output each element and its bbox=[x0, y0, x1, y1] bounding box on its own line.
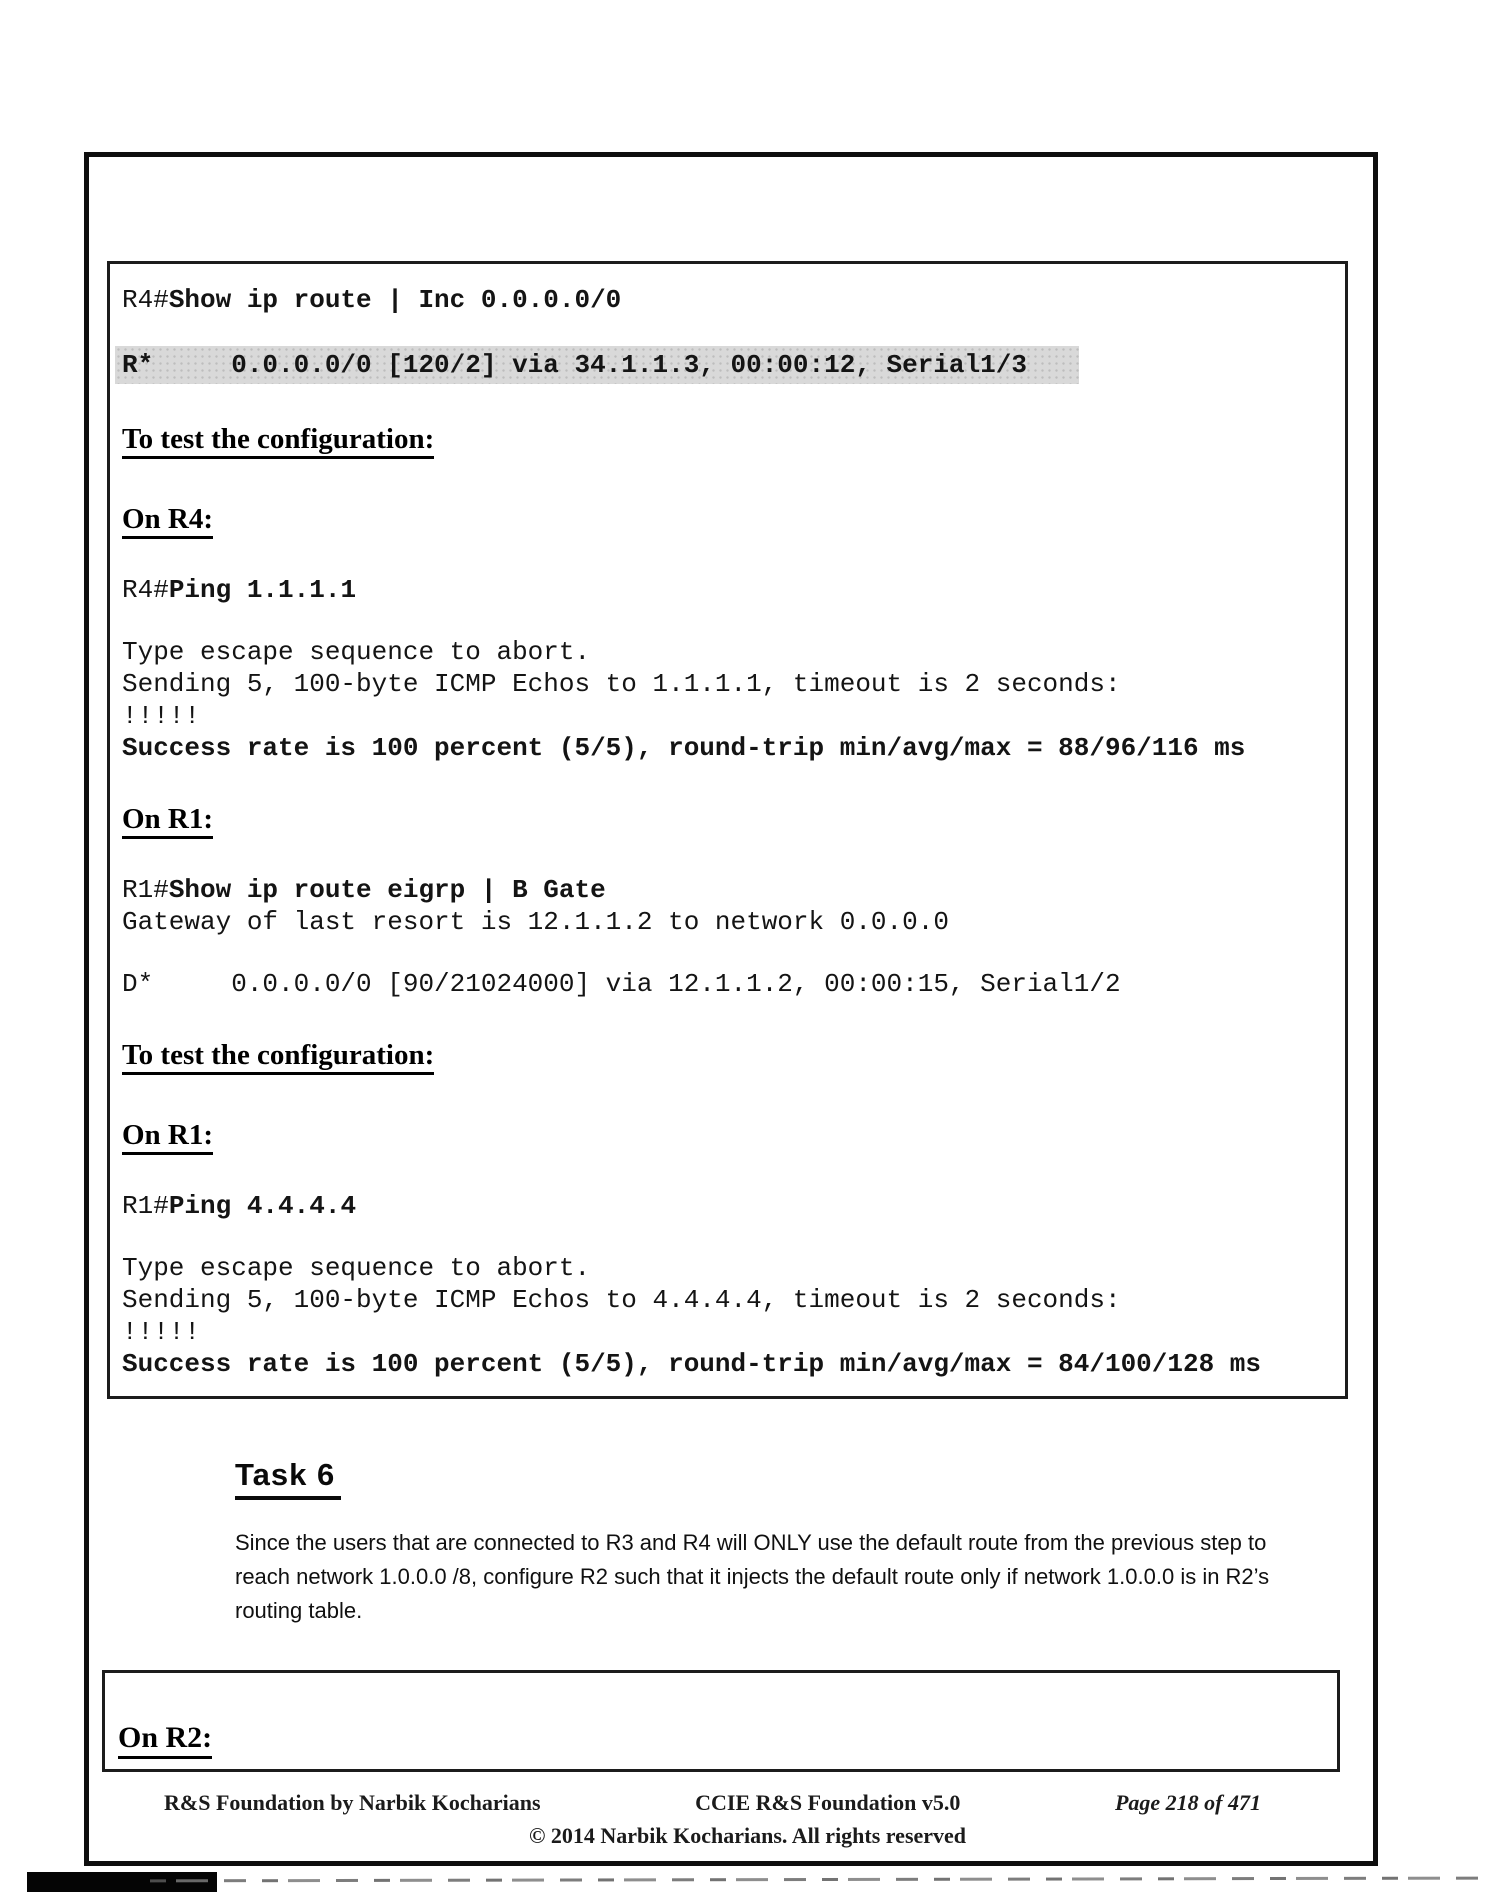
console-line-blank bbox=[122, 384, 1327, 414]
console-line-cmd bbox=[122, 284, 1327, 316]
on-r2-heading: On R2: bbox=[118, 1721, 212, 1759]
console-line-bold bbox=[122, 732, 1327, 764]
footer-copyright: © 2014 Narbik Kocharians. All rights reserved bbox=[528, 1823, 967, 1848]
console-output-text: Success rate is 100 percent (5/5), round-trip min/avg/max = 84/100/128 ms bbox=[122, 1349, 1261, 1379]
section-heading: On R1: bbox=[122, 803, 213, 839]
page-border bbox=[84, 152, 1378, 1866]
console-prompt: R4# bbox=[122, 575, 169, 605]
console-command: Show ip route | Inc 0.0.0.0/0 bbox=[168, 285, 622, 315]
section-heading: To test the configuration: bbox=[122, 423, 434, 459]
footer-book-title: CCIE R&S Foundation v5.0 bbox=[695, 1790, 961, 1815]
console-output-box bbox=[107, 261, 1348, 1399]
console-line-blank bbox=[122, 938, 1327, 968]
console-line-cmd bbox=[122, 1190, 1327, 1222]
console-line-cmd bbox=[122, 574, 1327, 606]
console-line-heading bbox=[122, 794, 1327, 844]
section-heading: On R4: bbox=[122, 503, 213, 539]
scan-artifact-line bbox=[150, 1877, 1492, 1883]
console-command: Ping 4.4.4.4 bbox=[168, 1191, 357, 1221]
console-output-text: !!!!! bbox=[122, 701, 201, 731]
on-r2-box bbox=[102, 1670, 1340, 1772]
section-heading: To test the configuration: bbox=[122, 1039, 434, 1075]
console-line-blank bbox=[122, 606, 1327, 636]
console-line-out bbox=[122, 668, 1327, 700]
console-line-blank bbox=[122, 544, 1327, 574]
console-output-text: Sending 5, 100-byte ICMP Echos to 1.1.1.1, timeout is 2 seconds: bbox=[122, 669, 1121, 699]
console-line-blank bbox=[122, 1000, 1327, 1030]
console-output-text: D* 0.0.0.0/0 [90/21024000] via 12.1.1.2, 00:00:15, Serial1/2 bbox=[122, 969, 1121, 999]
console-line-out bbox=[122, 1284, 1327, 1316]
task-description: Since the users that are connected to R3 and R4 will ONLY use the default route from the previous step to reach network 1.0.0.0 /8, configure R2 such that it injects the default route only if network 1.0.0.0 is in R2’s routing table. bbox=[235, 1530, 1270, 1623]
console-command: Show ip route eigrp | B Gate bbox=[168, 875, 606, 905]
console-line-out bbox=[122, 700, 1327, 732]
highlighted-route-line: R* 0.0.0.0/0 [120/2] via 34.1.1.3, 00:00:12, Serial1/3 bbox=[115, 346, 1079, 384]
console-line-out bbox=[122, 636, 1327, 668]
task-section bbox=[235, 1457, 1285, 1628]
console-line-out bbox=[122, 1252, 1327, 1284]
console-output-text: Type escape sequence to abort. bbox=[122, 1253, 591, 1283]
console-line-heading bbox=[122, 1030, 1327, 1080]
console-line-heading bbox=[122, 494, 1327, 544]
console-prompt: R1# bbox=[122, 1191, 169, 1221]
console-line-highlight bbox=[122, 346, 1327, 384]
console-line-out bbox=[122, 968, 1327, 1000]
console-output-text: !!!!! bbox=[122, 1317, 201, 1347]
section-heading: On R1: bbox=[122, 1119, 213, 1155]
console-output-text: Gateway of last resort is 12.1.1.2 to network 0.0.0.0 bbox=[122, 907, 949, 937]
footer-page-number: Page 218 of 471 bbox=[1114, 1790, 1261, 1815]
console-line-blank bbox=[122, 464, 1327, 494]
page-footer bbox=[164, 1790, 1261, 1849]
console-line-blank bbox=[122, 1222, 1327, 1252]
console-prompt: R1# bbox=[122, 875, 169, 905]
console-line-cmd bbox=[122, 874, 1327, 906]
console-line-blank bbox=[122, 1160, 1327, 1190]
console-command: Ping 1.1.1.1 bbox=[168, 575, 357, 605]
console-output-text: Sending 5, 100-byte ICMP Echos to 4.4.4.4, timeout is 2 seconds: bbox=[122, 1285, 1121, 1315]
task-title: Task 6 bbox=[235, 1457, 341, 1500]
console-line-heading bbox=[122, 1110, 1327, 1160]
console-line-blank bbox=[122, 1080, 1327, 1110]
console-line-blank bbox=[122, 316, 1327, 346]
console-output-text: Type escape sequence to abort. bbox=[122, 637, 591, 667]
console-lines bbox=[122, 284, 1327, 1380]
footer-author: R&S Foundation by Narbik Kocharians bbox=[164, 1790, 541, 1815]
console-output-text: Success rate is 100 percent (5/5), round-trip min/avg/max = 88/96/116 ms bbox=[122, 733, 1246, 763]
console-line-heading bbox=[122, 414, 1327, 464]
footer-row bbox=[164, 1790, 1261, 1816]
console-line-bold bbox=[122, 1348, 1327, 1380]
console-line-blank bbox=[122, 844, 1327, 874]
console-line-out bbox=[122, 906, 1327, 938]
console-line-out bbox=[122, 1316, 1327, 1348]
console-line-blank bbox=[122, 764, 1327, 794]
console-prompt: R4# bbox=[122, 285, 169, 315]
